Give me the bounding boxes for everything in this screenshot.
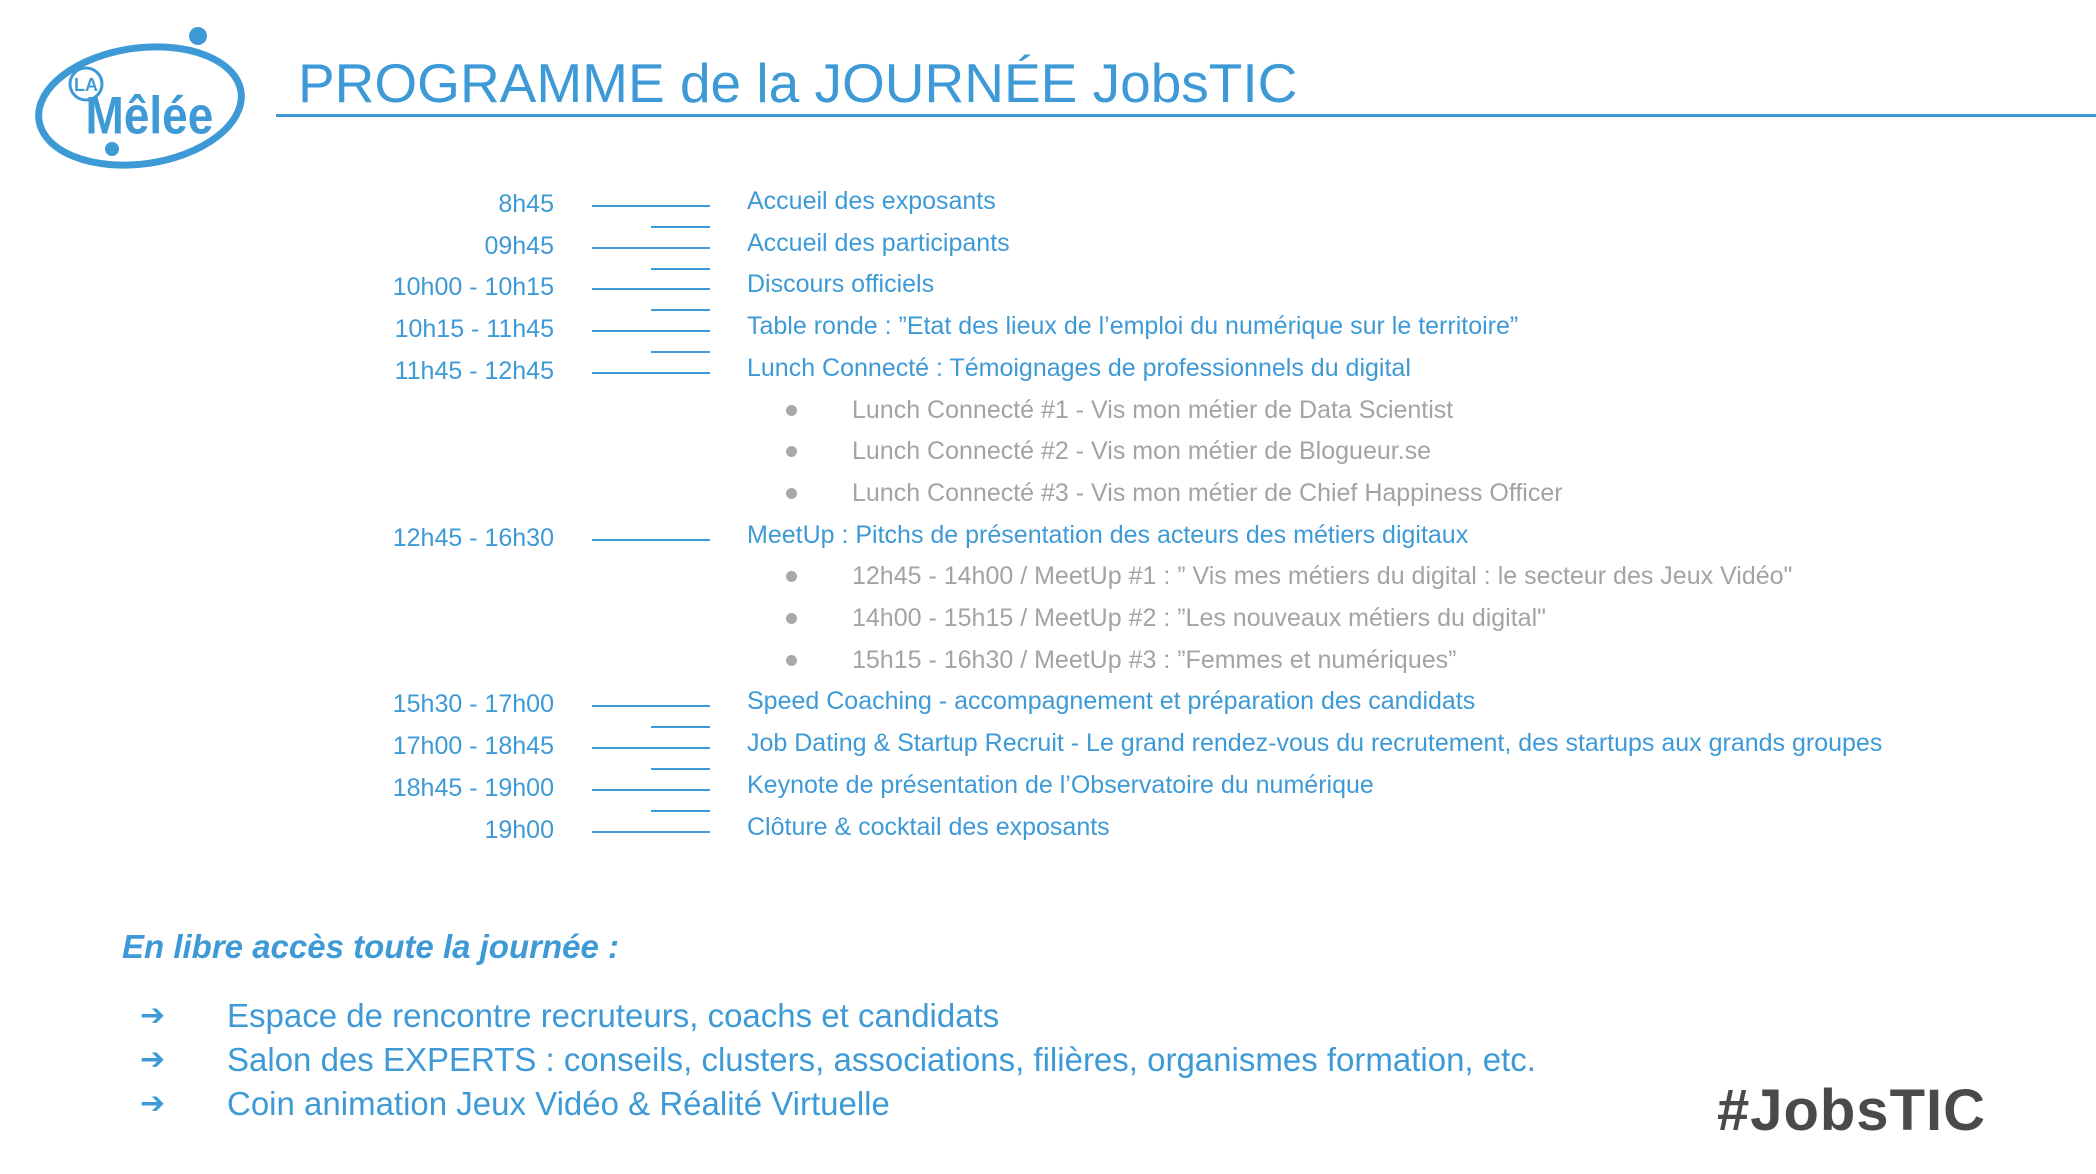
schedule-subitem-text: Lunch Connecté #1 - Vis mon métier de Data Scientist — [852, 395, 1454, 424]
arrow-right-icon: ➔ — [140, 1086, 166, 1121]
timeline-connector — [592, 831, 710, 833]
page-title: PROGRAMME de la JOURNÉE JobsTIC — [298, 52, 1298, 114]
bullet-icon — [786, 571, 797, 582]
timeline-connector — [592, 288, 710, 290]
schedule-description: Lunch Connecté : Témoignages de professionnels du digital — [747, 353, 1411, 382]
schedule-time: 17h00 - 18h45 — [392, 732, 554, 761]
schedule-row — [0, 311, 2096, 351]
open-access-item-text: Espace de rencontre recruteurs, coachs et candidats — [227, 997, 1000, 1034]
schedule-description: Keynote de présentation de l’Observatoire du numérique — [747, 770, 1374, 799]
timeline-connector — [592, 247, 710, 249]
schedule-subitem — [0, 600, 2096, 640]
schedule-subitem-text: 14h00 - 15h15 / MeetUp #2 : ”Les nouveaux métiers du digital" — [852, 604, 1547, 632]
bullet-icon — [786, 613, 797, 624]
bullet-icon — [786, 488, 797, 499]
timeline-connector — [592, 705, 710, 707]
timeline-connector — [592, 330, 710, 332]
schedule-description: MeetUp : Pitchs de présentation des acteurs des métiers digitaux — [747, 520, 1469, 549]
schedule-subitem — [0, 642, 2096, 682]
schedule-time: 11h45 - 12h45 — [394, 356, 554, 385]
schedule-description: Accueil des exposants — [747, 187, 996, 215]
logo-melee-text: Mêlée — [85, 86, 214, 146]
logo-la-text: LA — [74, 75, 98, 95]
schedule-description: Table ronde : ”Etat des lieux de l’emploi du numérique sur le territoire” — [747, 312, 1519, 341]
schedule-row — [0, 186, 2096, 226]
schedule-subitem — [0, 558, 2096, 598]
schedule-row — [0, 728, 2096, 768]
schedule-description: Discours officiels — [747, 270, 935, 299]
schedule-row — [0, 686, 2096, 726]
schedule-row — [0, 520, 2096, 560]
open-access-item — [140, 1082, 1640, 1128]
schedule-row — [0, 353, 2096, 393]
schedule-time: 19h00 — [484, 815, 554, 844]
schedule-time: 10h00 - 10h15 — [392, 273, 554, 302]
open-access-item — [140, 994, 1640, 1040]
timeline-connector — [592, 539, 710, 541]
schedule-time: 8h45 — [498, 190, 554, 218]
schedule-subitem — [0, 392, 2096, 432]
open-access-heading: En libre accès toute la journée : — [122, 928, 619, 965]
open-access-item-text: Coin animation Jeux Vidéo & Réalité Virtuelle — [227, 1085, 890, 1122]
arrow-right-icon: ➔ — [140, 1042, 166, 1077]
hashtag-label: #JobsTIC — [1716, 1078, 1986, 1143]
bullet-icon — [786, 405, 797, 416]
schedule-row — [0, 228, 2096, 268]
schedule-time: 12h45 - 16h30 — [392, 523, 554, 552]
schedule-description: Speed Coaching - accompagnement et préparation des candidats — [747, 687, 1476, 716]
open-access-item-text: Salon des EXPERTS : conseils, clusters, associations, filières, organismes formation, etc. — [227, 1041, 1536, 1078]
schedule-subitem-text: 12h45 - 14h00 / MeetUp #1 : ” Vis mes métiers du digital : le secteur des Jeux Vidéo" — [852, 562, 1793, 591]
schedule-subitem-text: Lunch Connecté #3 - Vis mon métier de Chief Happiness Officer — [852, 478, 1563, 507]
schedule-subitem — [0, 475, 2096, 515]
open-access-item — [140, 1038, 1640, 1084]
arrow-right-icon: ➔ — [140, 998, 166, 1033]
schedule-row — [0, 770, 2096, 810]
schedule-time: 15h30 - 17h00 — [392, 690, 554, 719]
schedule-description: Accueil des participants — [747, 228, 1010, 257]
schedule-time: 18h45 - 19h00 — [392, 773, 554, 802]
schedule-time: 09h45 — [484, 231, 554, 260]
schedule-time: 10h15 - 11h45 — [394, 315, 554, 344]
bullet-icon — [786, 655, 797, 666]
timeline-connector — [592, 747, 710, 749]
schedule-description: Job Dating & Startup Recruit - Le grand rendez-vous du recrutement, des startups aux grands groupes — [747, 729, 1883, 758]
schedule-subitem-text: Lunch Connecté #2 - Vis mon métier de Blogueur.se — [852, 437, 1432, 466]
bullet-icon — [786, 446, 797, 457]
schedule-description: Clôture & cocktail des exposants — [747, 812, 1110, 841]
timeline-connector — [592, 789, 710, 791]
schedule-subitem-text: 15h15 - 16h30 / MeetUp #3 : ”Femmes et numériques” — [852, 645, 1457, 674]
schedule-row — [0, 269, 2096, 309]
schedule-row — [0, 812, 2096, 852]
schedule-subitem — [0, 433, 2096, 473]
timeline-connector — [592, 372, 710, 374]
timeline-connector — [592, 205, 710, 207]
